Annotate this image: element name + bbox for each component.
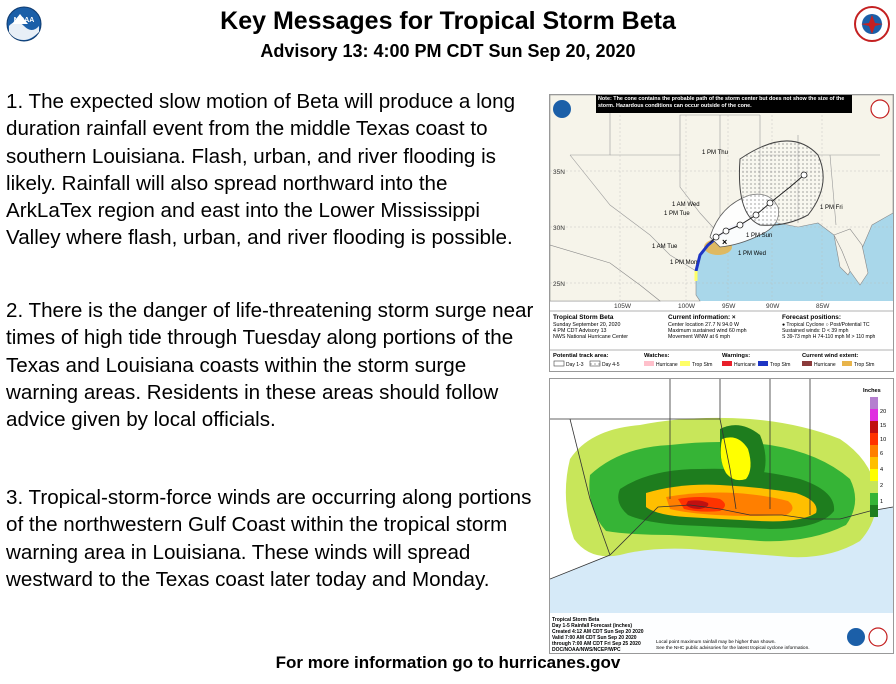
footer-link-text: For more information go to hurricanes.gov <box>275 653 621 672</box>
track-label-1pm-tue: 1 PM Tue <box>664 211 690 217</box>
rain-scale-unit: Inches <box>863 388 881 394</box>
current-wind: Maximum sustained wind 60 mph <box>668 328 747 334</box>
legend-day13-swatch <box>554 361 564 366</box>
legend-hurricane-watch: Hurricane <box>656 362 678 368</box>
track-label-1am-tue: 1 AM Tue <box>652 244 678 250</box>
lon-label-95w: 95W <box>722 303 736 310</box>
rain-scale-10: 10 <box>880 437 887 443</box>
legend-day45: Day 4-5 <box>602 362 620 368</box>
cone-note: Note: The cone contains the probable path of the storm center but does not show the size of the storm. Hazardous conditions can occur outside of the cone. <box>598 96 845 109</box>
lon-label-90w: 90W <box>766 303 780 310</box>
storm-date: Sunday September 20, 2020 <box>553 322 621 328</box>
track-label-1pm-sun: 1 PM Sun <box>746 233 773 239</box>
legend-ts-wind-swatch <box>842 361 852 366</box>
current-movement: Movement WNW at 6 mph <box>668 334 731 340</box>
legend-hurricane-wind: Hurricane <box>814 362 836 368</box>
forecast-winds-2: S 39-73 mph H 74-110 mph M > 110 mph <box>782 334 876 340</box>
rain-disclaimer-1: Local point maximum rainfall may be higher than shown. <box>656 640 776 645</box>
page-title: Key Messages for Tropical Storm Beta <box>220 7 676 35</box>
legend-warnings-title: Warnings: <box>722 353 751 359</box>
current-location: Center location 27.7 N 94.0 W <box>668 322 739 328</box>
lon-label-100w: 100W <box>678 303 695 310</box>
legend-ts-warning-swatch <box>758 361 768 366</box>
rain-scale <box>870 397 878 517</box>
storm-center: NWS National Hurricane Center <box>553 334 629 340</box>
legend-ts-wind: Trop Stm <box>854 362 875 368</box>
rain-nws-icon <box>869 628 887 646</box>
rain-title: Tropical Storm Beta <box>552 617 600 623</box>
legend-ts-watch: Trop Stm <box>692 362 713 368</box>
legend-day45-swatch <box>590 361 600 366</box>
rainfall-shading <box>566 418 877 557</box>
cone-map-svg <box>550 95 893 371</box>
forecast-types: ● Tropical Cyclone ○ Post/Potential TC <box>782 322 870 328</box>
storm-advisory: 4 PM CDT Advisory 13 <box>553 328 607 334</box>
track-label-1am-wed: 1 AM Wed <box>672 202 700 208</box>
rain-subtitle: Day 1-5 Rainfall Forecast (inches) <box>552 623 633 629</box>
rain-disclaimer-2: See the NHC public advisories for the latest tropical cyclone information. <box>656 646 810 651</box>
track-label-1pm-thu: 1 PM Thu <box>702 150 728 156</box>
current-info-title: Current information: × <box>668 314 736 321</box>
legend-wind-title: Current wind extent: <box>802 353 859 359</box>
noaa-logo-text: NOAA <box>13 17 35 24</box>
rain-valid: Valid 7:00 AM CDT Sun Sep 20 2020 <box>552 635 637 641</box>
forecast-title: Forecast positions: <box>782 314 841 321</box>
current-position-marker: × <box>722 237 728 247</box>
legend-watches-title: Watches: <box>644 353 670 359</box>
rain-scale-1: 1 <box>880 499 884 505</box>
rainfall-forecast-graphic <box>549 378 894 654</box>
lat-label-25n: 25N <box>553 281 565 288</box>
rain-scale-20: 20 <box>880 409 887 415</box>
rain-map-svg <box>550 379 893 653</box>
key-message-3: 3. Tropical-storm-force winds are occurring along portions of the northwestern Gulf Coast within the tropical storm warning area in Louisiana. These winds will spread westward to the Texas coast later today and Monday. <box>6 486 532 591</box>
forecast-winds: Sustained winds: D < 39 mph <box>782 328 849 334</box>
key-message-1: 1. The expected slow motion of Beta will produce a long duration rainfall event from the middle Texas coast to southern Louisiana. Flash, urban, and river flooding is likely. Rainfall will also spread northward into the ArkLaTex region and east into the Lower Mississippi Valley where flash, urban, and river flooding is possible. <box>6 90 516 250</box>
rain-scale-2: 2 <box>880 483 884 489</box>
rain-scale-6: 6 <box>880 451 884 457</box>
lon-label-85w: 85W <box>816 303 830 310</box>
legend-hurricane-warning-swatch <box>722 361 732 366</box>
rain-scale-4: 4 <box>880 467 884 473</box>
legend-hurricane-wind-swatch <box>802 361 812 366</box>
track-label-1pm-wed: 1 PM Wed <box>738 251 766 257</box>
legend-hurricane-watch-swatch <box>644 361 654 366</box>
forecast-cone-graphic <box>549 94 894 372</box>
legend-ts-warning: Trop Stm <box>770 362 791 368</box>
rain-noaa-icon <box>847 628 865 646</box>
rain-scale-15: 15 <box>880 423 887 429</box>
legend-day13: Day 1-3 <box>566 362 584 368</box>
legend-ts-watch-swatch <box>680 361 690 366</box>
legend-track-title: Potential track area: <box>553 353 609 359</box>
rain-through: through 7:00 AM CDT Fri Sep 25 2020 <box>552 641 641 647</box>
track-label-1pm-fri: 1 PM Fri <box>820 205 843 211</box>
lat-label-30n: 30N <box>553 225 565 232</box>
storm-name: Tropical Storm Beta <box>553 314 614 321</box>
lon-label-105w: 105W <box>614 303 631 310</box>
advisory-subtitle: Advisory 13: 4:00 PM CDT Sun Sep 20, 2020 <box>260 41 636 61</box>
key-message-2: 2. There is the danger of life-threatening storm surge near times of high tide through Tuesday along portions of the Texas and Louisiana coasts within the storm surge warning areas. Residents in these areas should follow advice given by local officials. <box>6 299 534 432</box>
rain-agency: DOC/NOAA/NWS/NCEP/WPC <box>552 647 621 653</box>
rain-created: Created 4:12 AM CDT Sun Sep 20 2020 <box>552 629 644 635</box>
track-label-1pm-mon: 1 PM Mon <box>670 260 698 266</box>
cone-noaa-icon <box>553 100 571 118</box>
lat-label-35n: 35N <box>553 169 565 176</box>
cone-nws-icon <box>871 100 889 118</box>
legend-hurricane-warning: Hurricane <box>734 362 756 368</box>
